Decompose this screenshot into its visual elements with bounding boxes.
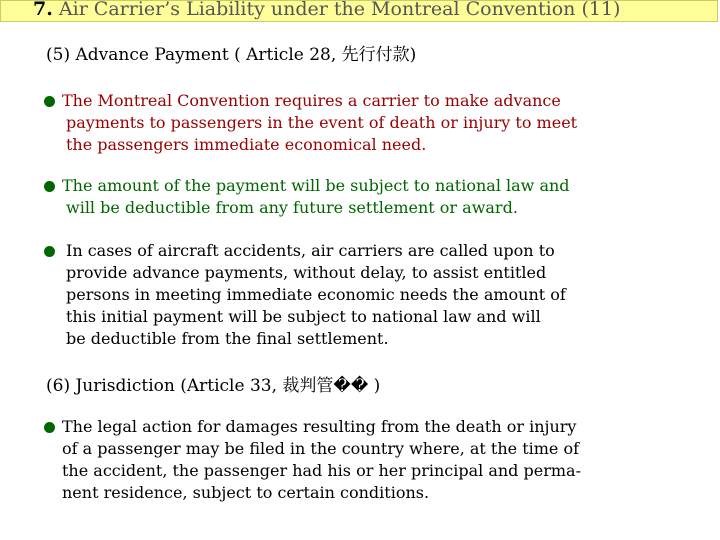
section6-heading: (6) Jurisdiction (Article 33, 裁判管�� ) — [46, 376, 381, 396]
bullet-line: nent residence, subject to certain conditions. — [62, 483, 430, 502]
slide-title-text: Air Carrier’s Liability under the Montreal Convention (11) — [58, 0, 621, 20]
bullet-line: The Montreal Convention requires a carrier to make advance — [62, 91, 561, 110]
section5-heading: (5) Advance Payment ( Article 28, 先行付款) — [46, 45, 417, 65]
bullet-line: The amount of the payment will be subject to national law and — [62, 176, 570, 195]
bullet-line: provide advance payments, without delay, to assist entitled — [66, 263, 547, 282]
slide-title-bar — [0, 0, 718, 22]
bullet-line: the passengers immediate economical need. — [66, 135, 427, 154]
bullet-line: be deductible from the final settlement. — [66, 329, 389, 348]
bullet-icon — [44, 96, 55, 107]
bullet-line: will be deductible from any future settlement or award. — [66, 198, 518, 217]
section5-bullet2 — [44, 175, 684, 219]
bullet-line: this initial payment will be subject to national law and will — [66, 307, 541, 326]
section6-bullet1 — [44, 416, 694, 504]
bullet-line: In cases of aircraft accidents, air carriers are called upon to — [66, 241, 555, 260]
slide-number: 7. — [33, 0, 53, 20]
bullet-icon — [44, 422, 55, 433]
bullet-line: persons in meeting immediate economic needs the amount of — [66, 285, 566, 304]
bullet-line: the accident, the passenger had his or her principal and perma- — [62, 461, 581, 480]
bullet-icon — [44, 246, 55, 257]
bullet-icon — [44, 181, 55, 192]
section5-bullet3 — [44, 240, 684, 350]
bullet-line: of a passenger may be filed in the country where, at the time of — [62, 439, 580, 458]
slide-title — [33, 0, 620, 20]
section5-bullet1 — [44, 90, 684, 156]
bullet-line: The legal action for damages resulting from the death or injury — [62, 417, 577, 436]
bullet-line: payments to passengers in the event of death or injury to meet — [66, 113, 578, 132]
